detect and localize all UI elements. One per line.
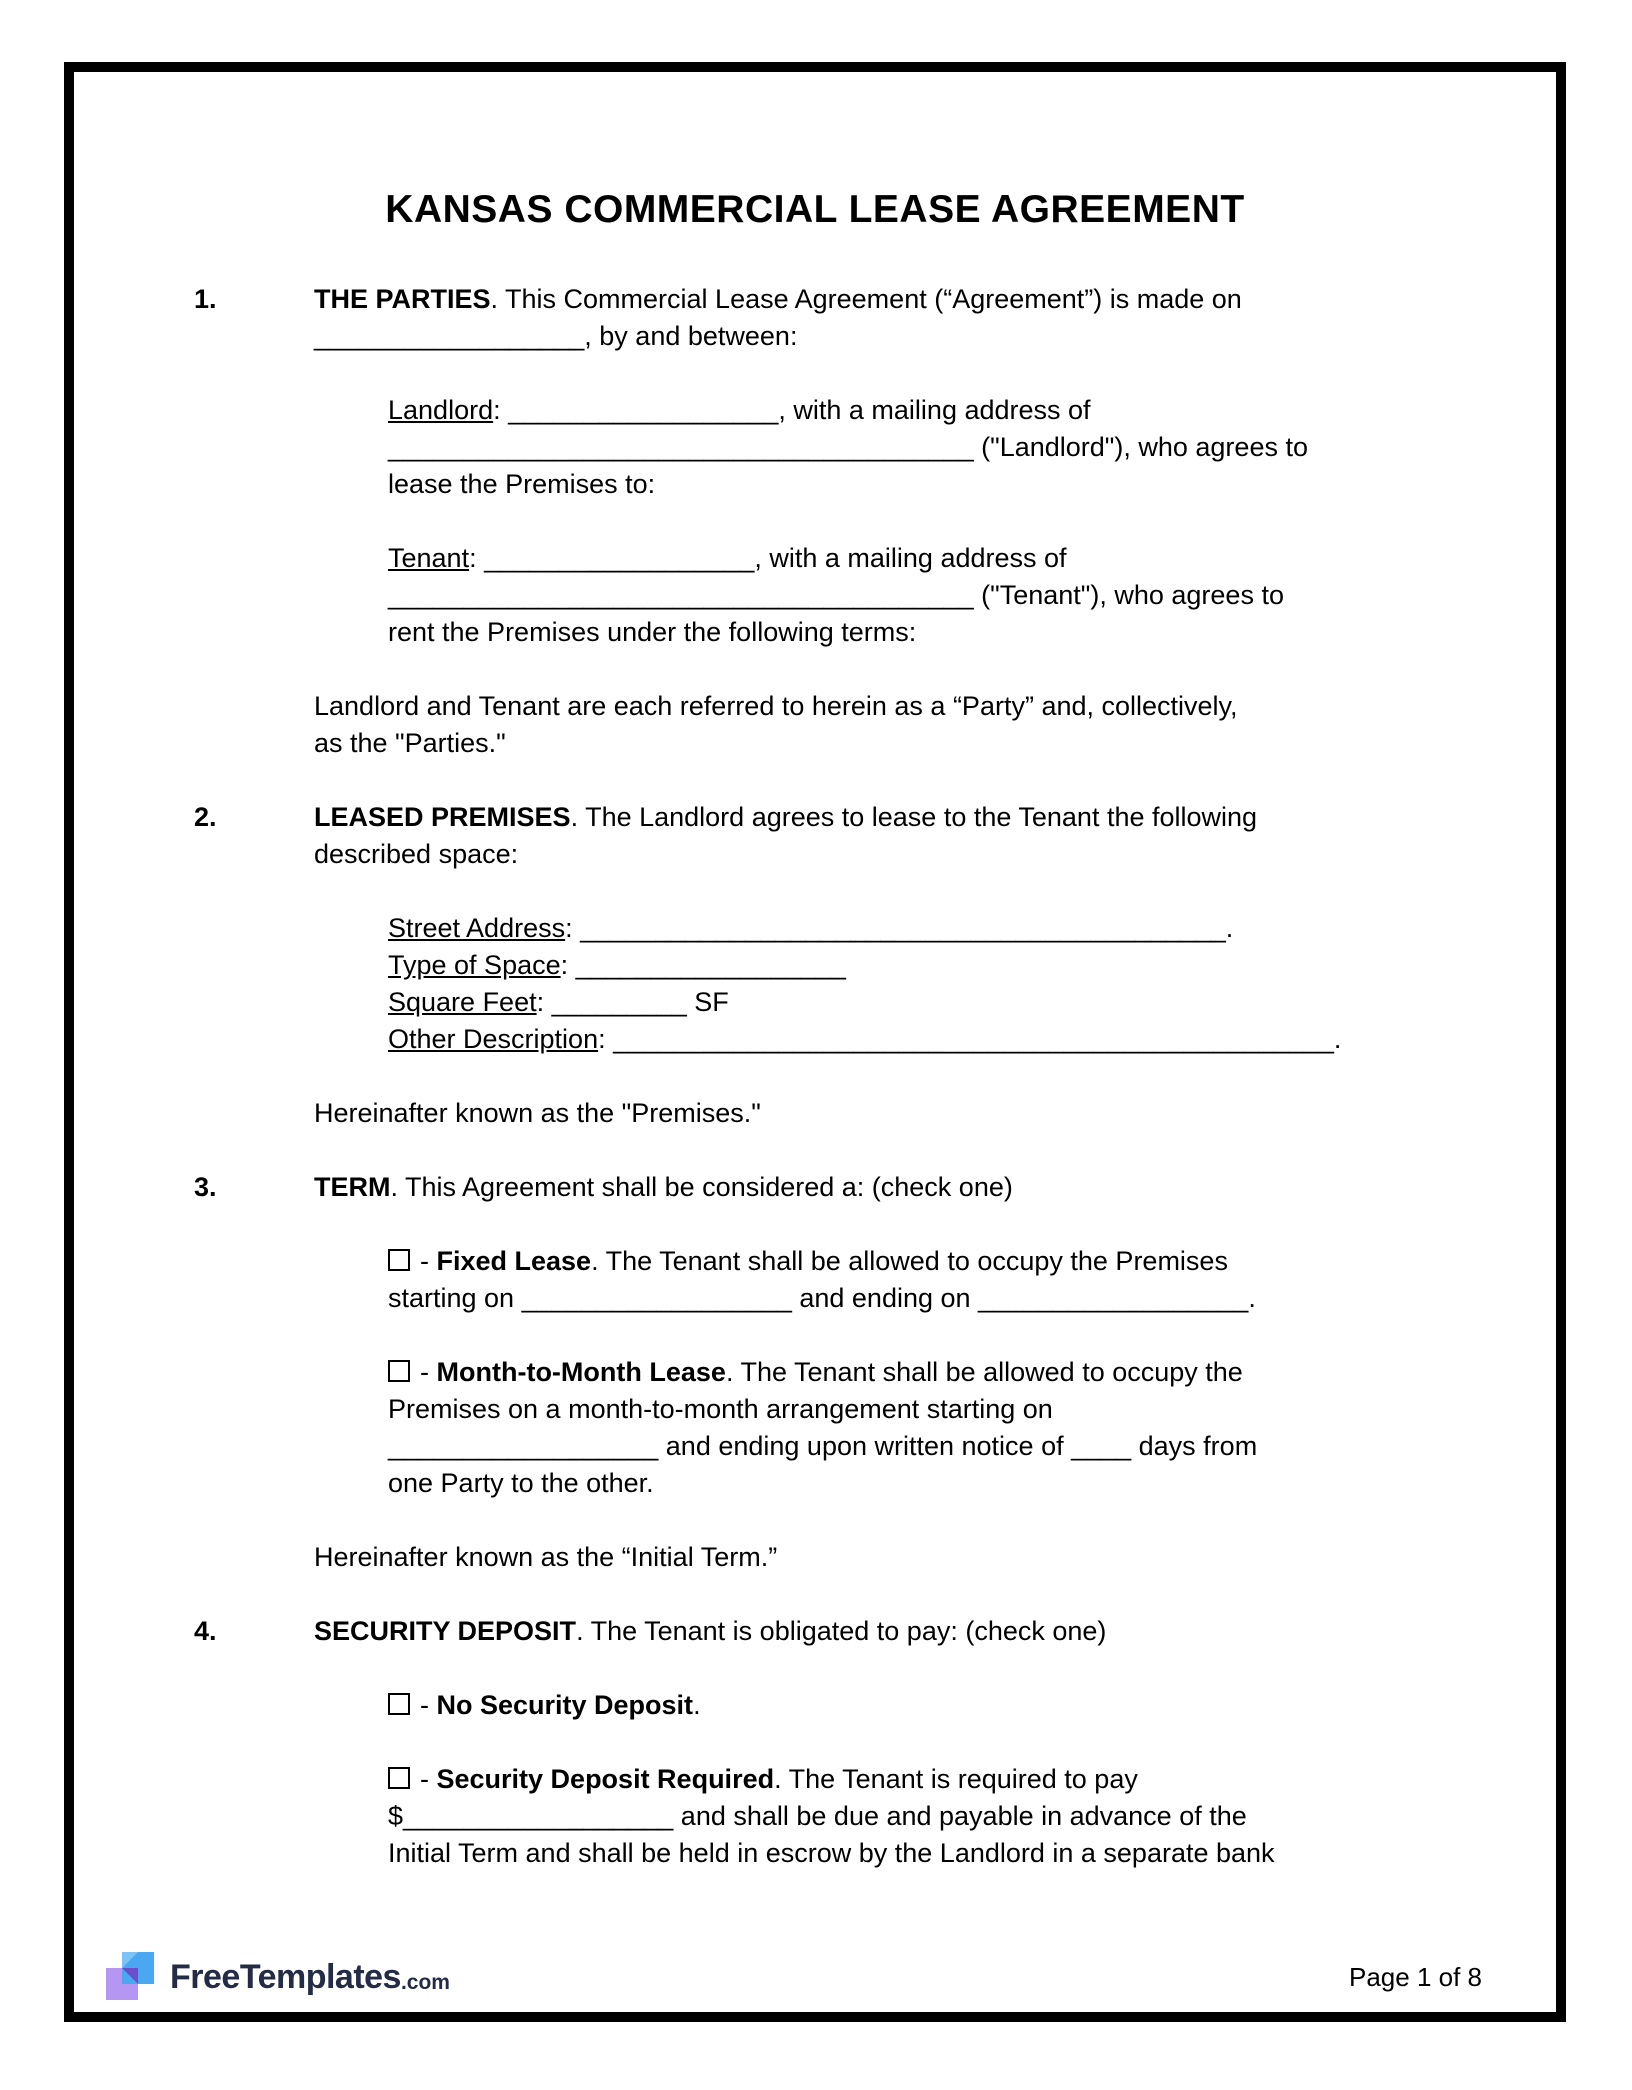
fixed-lease-dates-blank: starting on __________________ and ending on __________________.	[388, 1283, 1256, 1313]
option-label: No Security Deposit	[436, 1690, 694, 1720]
option-dash: -	[420, 1764, 437, 1794]
option-label: Security Deposit Required	[436, 1764, 775, 1794]
section-heading-text: . This Agreement shall be considered a: (check one)	[390, 1172, 1013, 1202]
page-number: Page 1 of 8	[1349, 1961, 1482, 1992]
option-dash: -	[420, 1357, 437, 1387]
brand-name: FreeTemplates	[170, 1958, 401, 1996]
section-heading-paragraph	[314, 1613, 1436, 1650]
section-heading: LEASED PREMISES	[314, 802, 571, 832]
section-heading-text: . The Tenant is obligated to pay: (check one)	[576, 1616, 1107, 1646]
section-security-deposit	[194, 1613, 1436, 1909]
month-to-month-option: - Month-to-Month Lease. The Tenant shall be allowed to occupy the Premises on a month-to-month arrangement starting on __________________ and ending upon written notice of ____ days from one Party to the other.	[388, 1354, 1436, 1502]
security-deposit-required-option: - Security Deposit Required. The Tenant is required to pay $__________________ and shall be due and payable in advance of the Initial Term and shall be held in escrow by the Landlord in a separate bank	[388, 1761, 1436, 1872]
type-of-space-label: Type of Space	[388, 950, 561, 980]
option-dash: -	[420, 1690, 437, 1720]
checkbox-icon	[388, 1693, 410, 1715]
section-term	[194, 1169, 1436, 1613]
section-number: 2.	[194, 802, 217, 832]
section-the-parties	[194, 281, 1436, 799]
checkbox-icon	[388, 1360, 410, 1382]
premises-fields	[388, 910, 1436, 1058]
section-number: 4.	[194, 1616, 217, 1646]
type-of-space-blank: : __________________	[560, 950, 846, 980]
fixed-lease-option	[388, 1243, 1436, 1317]
parties-note: Landlord and Tenant are each referred to herein as a “Party” and, collectively, as the "Parties."	[314, 691, 1238, 758]
tenant-name-blank: : __________________, with a mailing address of	[469, 543, 1067, 573]
tenant-paragraph-text: rent the Premises under the following terms:	[388, 617, 917, 647]
section-heading-text: . This Commercial Lease Agreement (“Agreement”) is made on	[490, 284, 1242, 314]
no-security-deposit-option	[388, 1687, 1436, 1724]
tenant-address-blank: _______________________________________ ("Tenant"), who agrees to	[388, 580, 1284, 610]
deposit-amount-blank: $__________________ and shall be due and payable in advance of the	[388, 1801, 1247, 1831]
option-text: . The Tenant is required to pay	[774, 1764, 1138, 1794]
checkbox-icon	[388, 1249, 410, 1271]
street-address-blank: : ___________________________________________.	[565, 913, 1234, 943]
landlord-name-blank: : __________________, with a mailing address of	[493, 395, 1091, 425]
landlord-address-blank: _______________________________________ ("Landlord"), who agrees to	[388, 432, 1308, 462]
option-dash: -	[420, 1246, 437, 1276]
option-label: Fixed Lease	[436, 1246, 592, 1276]
page-footer	[104, 1950, 1482, 2004]
square-feet-blank: : _________ SF	[536, 987, 729, 1017]
street-address-label: Street Address	[388, 913, 566, 943]
landlord-label: Landlord	[388, 395, 494, 425]
month-to-month-blank: __________________ and ending upon written notice of ____ days from	[388, 1431, 1258, 1461]
tenant-label: Tenant	[388, 543, 470, 573]
tenant-paragraph	[388, 540, 1436, 651]
checkbox-icon	[388, 1767, 410, 1789]
landlord-paragraph-text: lease the Premises to:	[388, 469, 656, 499]
section-number: 1.	[194, 284, 217, 314]
section-heading-paragraph	[314, 1169, 1436, 1206]
section-heading: THE PARTIES	[314, 284, 491, 314]
section-number: 3.	[194, 1172, 217, 1202]
option-text: .	[693, 1690, 701, 1720]
other-description-blank: : ________________________________________________.	[598, 1024, 1342, 1054]
section-heading: TERM	[314, 1172, 391, 1202]
document-page	[64, 62, 1566, 2022]
option-label: Month-to-Month Lease	[436, 1357, 726, 1387]
section-heading: SECURITY DEPOSIT	[314, 1616, 577, 1646]
section-heading-text: . The Landlord agrees to lease to the Tenant the following	[570, 802, 1258, 832]
option-text: . The Tenant shall be allowed to occupy the Premises	[591, 1246, 1228, 1276]
freetemplates-logo-icon	[104, 1950, 158, 2004]
brand-suffix: .com	[400, 1970, 450, 1994]
other-description-label: Other Description	[388, 1024, 599, 1054]
document-title: KANSAS COMMERCIAL LEASE AGREEMENT	[385, 188, 1245, 231]
section-heading-paragraph: LEASED PREMISES. The Landlord agrees to lease to the Tenant the following described space:	[314, 802, 1258, 869]
date-blank-line: __________________, by and between:	[314, 321, 798, 351]
landlord-paragraph	[388, 392, 1436, 503]
brand-logo	[104, 1950, 450, 2004]
premises-note: Hereinafter known as the "Premises."	[314, 1098, 761, 1128]
square-feet-label: Square Feet	[388, 987, 537, 1017]
option-text: . The Tenant shall be allowed to occupy the	[725, 1357, 1243, 1387]
section-leased-premises	[194, 799, 1436, 1169]
section-heading-paragraph	[314, 281, 1436, 355]
initial-term-note: Hereinafter known as the “Initial Term.”	[314, 1542, 778, 1572]
